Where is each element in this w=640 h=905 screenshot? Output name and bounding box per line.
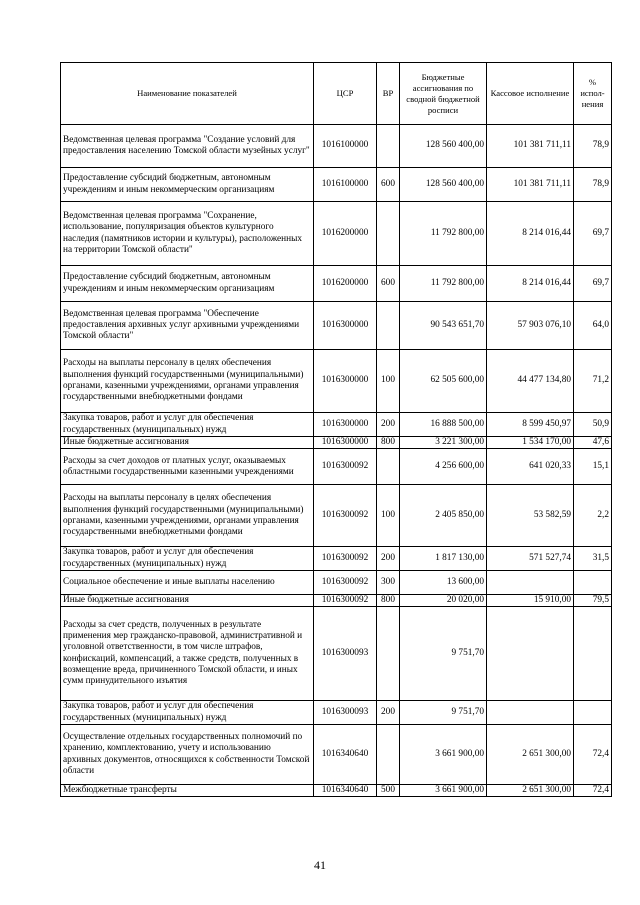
cell-csr: 1016300093: [314, 607, 377, 701]
cell-name: Социальное обеспечение и иные выплаты населению: [61, 570, 314, 594]
cell-cash: 2 651 300,00: [487, 725, 574, 785]
cell-name: Предоставление субсидий бюджетным, автономным учреждениям и иным некоммерческим организациям: [61, 266, 314, 302]
cell-pct: 47,6: [574, 437, 612, 449]
table-row: [61, 350, 612, 413]
cell-pct: 31,5: [574, 547, 612, 571]
table-row: [61, 437, 612, 449]
cell-csr: 1016300092: [314, 547, 377, 571]
cell-pct: [574, 607, 612, 701]
cell-csr: 1016300092: [314, 570, 377, 594]
cell-vr: [377, 302, 400, 350]
cell-name: Ведомственная целевая программа "Обеспечение предоставления архивных услуг архивными учреждениями Томской области": [61, 302, 314, 350]
cell-vr: 200: [377, 547, 400, 571]
cell-name: Расходы на выплаты персоналу в целях обеспечения выполнения функций государственными (муниципальными) органами, казенными учреждениями, органами управления государственными внебюджетными фондами: [61, 485, 314, 547]
cell-name: Расходы за счет средств, полученных в результате применения мер гражданско-правовой, административной и уголовной ответственности, в том числе штрафов, конфискаций, компенсаций, а также средств, полученных в возмещение вреда, причиненного Томской области, и иных сумм принудительного изъятия: [61, 607, 314, 701]
cell-name: Закупка товаров, работ и услуг для обеспечения государственных (муниципальных) нужд: [61, 547, 314, 571]
cell-name: Ведомственная целевая программа "Сохранение, использование, популяризация объектов культурного наследия (памятников истории и культуры), расположенных на территории Томской области": [61, 202, 314, 266]
cell-cash: [487, 607, 574, 701]
cell-pct: [574, 570, 612, 594]
cell-csr: 1016100000: [314, 168, 377, 202]
table-row: [61, 547, 612, 571]
cell-name: Иные бюджетные ассигнования: [61, 437, 314, 449]
cell-budget: 20 020,00: [400, 594, 487, 606]
cell-budget: 3 661 900,00: [400, 785, 487, 797]
table-row: [61, 594, 612, 606]
cell-csr: 1016300092: [314, 594, 377, 606]
cell-csr: 1016300000: [314, 413, 377, 437]
cell-budget: 4 256 600,00: [400, 449, 487, 485]
cell-pct: 72,4: [574, 725, 612, 785]
cell-cash: 1 534 170,00: [487, 437, 574, 449]
cell-cash: 8 599 450,97: [487, 413, 574, 437]
cell-vr: 100: [377, 485, 400, 547]
cell-pct: 69,7: [574, 266, 612, 302]
cell-vr: 100: [377, 350, 400, 413]
cell-csr: 1016100000: [314, 125, 377, 168]
table-row: [61, 125, 612, 168]
cell-budget: 9 751,70: [400, 607, 487, 701]
header-csr: ЦСР: [314, 63, 377, 125]
table-row: [61, 570, 612, 594]
cell-pct: 78,9: [574, 125, 612, 168]
cell-budget: 13 600,00: [400, 570, 487, 594]
cell-cash: 8 214 016,44: [487, 266, 574, 302]
cell-budget: 2 405 850,00: [400, 485, 487, 547]
cell-vr: [377, 125, 400, 168]
cell-budget: 3 661 900,00: [400, 725, 487, 785]
cell-vr: 600: [377, 168, 400, 202]
table-row: [61, 168, 612, 202]
cell-pct: 72,4: [574, 785, 612, 797]
table-row: [61, 449, 612, 485]
table-row: [61, 302, 612, 350]
cell-budget: 128 560 400,00: [400, 125, 487, 168]
cell-cash: 641 020,33: [487, 449, 574, 485]
cell-cash: 57 903 076,10: [487, 302, 574, 350]
cell-csr: 1016300000: [314, 302, 377, 350]
cell-name: Расходы на выплаты персоналу в целях обеспечения выполнения функций государственными (муниципальными) органами, казенными учреждениями, органами управления государственными внебюджетными фондами: [61, 350, 314, 413]
cell-csr: 1016300092: [314, 449, 377, 485]
cell-csr: 1016300000: [314, 437, 377, 449]
cell-vr: 200: [377, 413, 400, 437]
cell-csr: 1016340640: [314, 785, 377, 797]
table-row: [61, 266, 612, 302]
cell-cash: 571 527,74: [487, 547, 574, 571]
cell-pct: 69,7: [574, 202, 612, 266]
cell-budget: 128 560 400,00: [400, 168, 487, 202]
cell-pct: [574, 701, 612, 725]
cell-vr: 600: [377, 266, 400, 302]
cell-vr: [377, 449, 400, 485]
cell-cash: 101 381 711,11: [487, 125, 574, 168]
cell-pct: 71,2: [574, 350, 612, 413]
cell-pct: 15,1: [574, 449, 612, 485]
cell-csr: 1016200000: [314, 202, 377, 266]
table-row: [61, 701, 612, 725]
cell-cash: 2 651 300,00: [487, 785, 574, 797]
header-vr: ВР: [377, 63, 400, 125]
cell-budget: 11 792 800,00: [400, 202, 487, 266]
cell-budget: 3 221 300,00: [400, 437, 487, 449]
cell-cash: 44 477 134,80: [487, 350, 574, 413]
page-number: 41: [314, 858, 326, 872]
budget-table: [60, 62, 612, 797]
cell-vr: [377, 725, 400, 785]
cell-csr: 1016300093: [314, 701, 377, 725]
cell-cash: 101 381 711,11: [487, 168, 574, 202]
cell-csr: 1016200000: [314, 266, 377, 302]
table-header-row: [61, 63, 612, 125]
cell-name: Осуществление отдельных государственных полномочий по хранению, комплектованию, учету и использованию архивных документов, относящихся к собственности Томской области: [61, 725, 314, 785]
cell-vr: 800: [377, 594, 400, 606]
cell-vr: [377, 607, 400, 701]
cell-budget: 11 792 800,00: [400, 266, 487, 302]
cell-vr: 300: [377, 570, 400, 594]
cell-name: Иные бюджетные ассигнования: [61, 594, 314, 606]
header-pct: % испол-нения: [574, 63, 612, 125]
cell-name: Закупка товаров, работ и услуг для обеспечения государственных (муниципальных) нужд: [61, 701, 314, 725]
table-row: [61, 725, 612, 785]
cell-name: Закупка товаров, работ и услуг для обеспечения государственных (муниципальных) нужд: [61, 413, 314, 437]
cell-pct: 79,5: [574, 594, 612, 606]
cell-cash: 8 214 016,44: [487, 202, 574, 266]
cell-name: Расходы за счет доходов от платных услуг, оказываемых областными государственными казенными учреждениями: [61, 449, 314, 485]
cell-cash: 53 582,59: [487, 485, 574, 547]
cell-budget: 62 505 600,00: [400, 350, 487, 413]
cell-vr: 500: [377, 785, 400, 797]
table-row: [61, 785, 612, 797]
cell-pct: 50,9: [574, 413, 612, 437]
header-budget: Бюджетные ассигнования по сводной бюджетной росписи: [400, 63, 487, 125]
table-row: [61, 485, 612, 547]
header-name: Наименование показателей: [61, 63, 314, 125]
cell-cash: [487, 701, 574, 725]
header-cash: Кассовое исполнение: [487, 63, 574, 125]
table-row: [61, 202, 612, 266]
table-row: [61, 413, 612, 437]
cell-budget: 16 888 500,00: [400, 413, 487, 437]
cell-vr: [377, 202, 400, 266]
cell-name: Предоставление субсидий бюджетным, автономным учреждениям и иным некоммерческим организациям: [61, 168, 314, 202]
cell-pct: 64,0: [574, 302, 612, 350]
cell-budget: 90 543 651,70: [400, 302, 487, 350]
cell-cash: [487, 570, 574, 594]
cell-vr: 800: [377, 437, 400, 449]
cell-pct: 78,9: [574, 168, 612, 202]
table-row: [61, 607, 612, 701]
cell-csr: 1016340640: [314, 725, 377, 785]
cell-csr: 1016300092: [314, 485, 377, 547]
cell-budget: 1 817 130,00: [400, 547, 487, 571]
budget-table-container: [60, 62, 611, 797]
cell-cash: 15 910,00: [487, 594, 574, 606]
cell-vr: 200: [377, 701, 400, 725]
cell-pct: 2,2: [574, 485, 612, 547]
cell-name: Межбюджетные трансферты: [61, 785, 314, 797]
cell-name: Ведомственная целевая программа "Создание условий для предоставления населению Томской области музейных услуг": [61, 125, 314, 168]
cell-budget: 9 751,70: [400, 701, 487, 725]
cell-csr: 1016300000: [314, 350, 377, 413]
